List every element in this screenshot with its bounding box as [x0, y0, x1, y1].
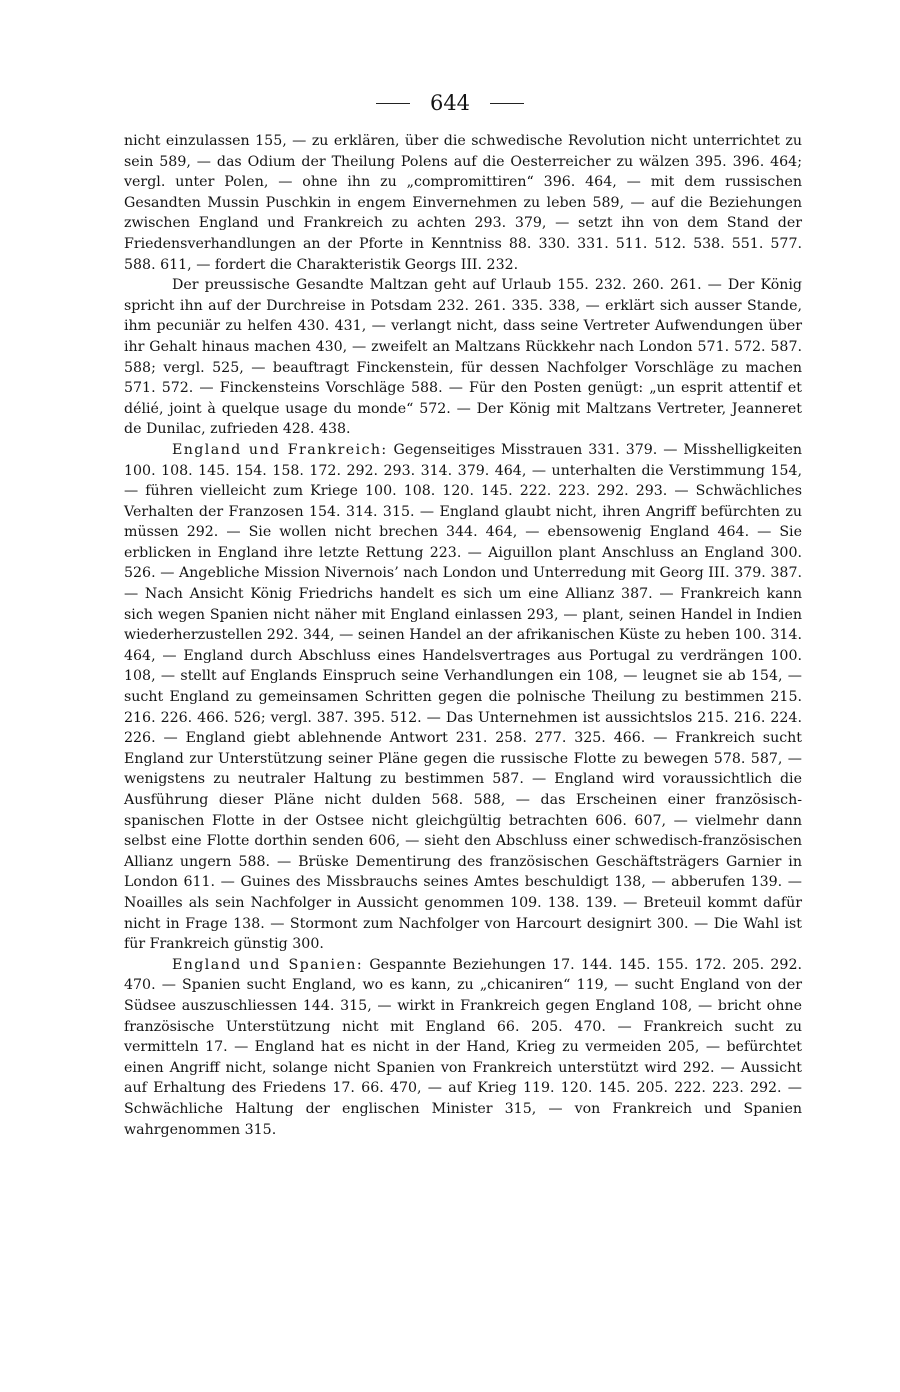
entry-text: Gespannte Beziehungen 17. 144. 145. 155. 172. 205. 292. 470. — Spanien sucht England, wo es kann, zu „chicaniren“ 119, — sucht England von der Südsee auszuschliessen 144. 315, — wirkt in Frankreich gegen England 108, — bricht ohne französische Unterstützung nicht mit England 66. 205. 470. — Frankreich sucht zu vermitteln 17. — England hat es nicht in der Hand, Krieg zu vermeiden 205, — befürchtet einen Angriff nicht, solange nicht Spanien von Frankreich unterstützt wird 292. — Aussicht auf Erhaltung des Friedens 17. 66. 470, — auf Krieg 119. 120. 145. 205. 222. 223. 292. — Schwächliche Haltung der englischen Minister 315, — von Frankreich und Spanien wahrgenommen 315.: [124, 956, 803, 1138]
entry-text: Gegenseitiges Misstrauen 331. 379. — Misshelligkeiten 100. 108. 145. 154. 158. 172. 292. 293. 314. 379. 464, — unterhalten die Verstimmung 154, — führen vielleicht zum Kriege 100. 108. 120. 145. 222. 223. 292. 293. — Schwächliches Verhalten der Franzosen 154. 314. 315. — England glaubt nicht, ihren Angriff befürchten zu müssen 292. — Sie wollen nicht brechen 344. 464, — ebensowenig England 464. — Sie erblicken in England ihre letzte Rettung 223. — Aiguillon plant Anschluss an England 300. 526. — Angebliche Mission Nivernois’ nach London und Unterredung mit Georg III. 379. 387. — Nach Ansicht König Friedrichs handelt es sich um eine Allianz 387. — Frankreich kann sich wegen Spanien nicht näher mit England einlassen 293, — plant, seinen Handel in Indien wiederherzustellen 292. 344, — seinen Handel an der afrikanischen Küste zu heben 100. 314. 464, — England durch Abschluss eines Handelsvertrages aus Portugal zu verdrängen 100. 108, — stellt auf Englands Einspruch seine Verhandlungen ein 108, — leugnet sie ab 154, — sucht England zu gemeinsamen Schritten gegen die polnische Theilung zu bestimmen 215. 216. 226. 466. 526; vergl. 387. 395. 512. — Das Unternehmen ist aussichtslos 215. 216. 224. 226. — England giebt ablehnende Antwort 231. 258. 277. 325. 466. — Frankreich sucht England zur Unterstützung seiner Pläne gegen die russische Flotte zu bewegen 578. 587, — wenigstens zu neutraler Haltung zu bestimmen 587. — England wird voraussichtlich die Ausführung dieser Pläne nicht dulden 568. 588, — das Erscheinen einer französisch-spanischen Flotte in der Ostsee nicht gleichgültig betrachten 606. 607, — vielmehr dann selbst eine Flotte dorthin senden 606, — sieht den Abschluss einer schwedisch-französischen Allianz ungern 588. — Brüske Dementirung des französischen Geschäftsträgers Garnier in London 611. — Guines des Missbrauchs seines Amtes beschuldigt 138, — abberufen 139. — Noailles als sein Nachfolger in Aussicht genommen 109. 138. 139. — Breteuil kommt dafür nicht in Frage 138. — Stormont zum Nachfolger von Harcourt designirt 300. — Die Wahl ist für Frankreich günstig 300.: [124, 441, 802, 953]
header-rule-right: [490, 103, 524, 104]
page-number: 644: [429, 91, 471, 115]
index-entry-england-spanien: [124, 955, 802, 1140]
entry-heading: England und Frankreich:: [172, 441, 388, 458]
index-entry-maltzan: [124, 275, 802, 440]
entry-text: Der preussische Gesandte Maltzan geht auf Urlaub 155. 232. 260. 261. — Der König spricht ihn auf der Durchreise in Potsdam 232. 261. 335. 338, — erklärt sich ausser Stande, ihm pecuniär zu helfen 430. 431, — verlangt nicht, dass seine Vertreter Aufwendungen über ihr Gehalt hinaus machen 430, — zweifelt an Maltzans Rückkehr nach London 571. 572. 587. 588; vergl. 525, — beauftragt Finckenstein, für dessen Nachfolger Vorschläge zu machen 571. 572. — Finckensteins Vorschläge 588. — Für den Posten genügt: „un esprit attentif et délié, joint à quelque usage du monde“ 572. — Der König mit Maltzans Vertreter, Jeanneret de Dunilac, zufrieden 428. 438.: [124, 277, 802, 438]
index-body: [124, 131, 802, 1140]
entry-heading: England und Spanien:: [172, 956, 363, 973]
header-rule-left: [376, 103, 410, 104]
entry-text: nicht einzulassen 155, — zu erklären, über die schwedische Revolution nicht unterrichtet zu sein 589, — das Odium der Theilung Polens auf die Oesterreicher zu wälzen 395. 396. 464; vergl. unter Polen, — ohne ihn zu „compromittiren“ 396. 464, — mit dem russischen Gesandten Mussin Puschkin in engem Einvernehmen zu leben 589, — auf die Beziehungen zwischen England und Frankreich zu achten 293. 379, — setzt ihn von dem Stand der Friedensverhandlungen an der Pforte in Kenntniss 88. 330. 331. 511. 512. 538. 551. 577. 588. 611, — fordert die Charakteristik Georgs III. 232.: [124, 133, 802, 273]
index-entry-england-frankreich: [124, 440, 802, 955]
index-entry-continued: [124, 131, 802, 275]
page-header: [0, 86, 900, 120]
